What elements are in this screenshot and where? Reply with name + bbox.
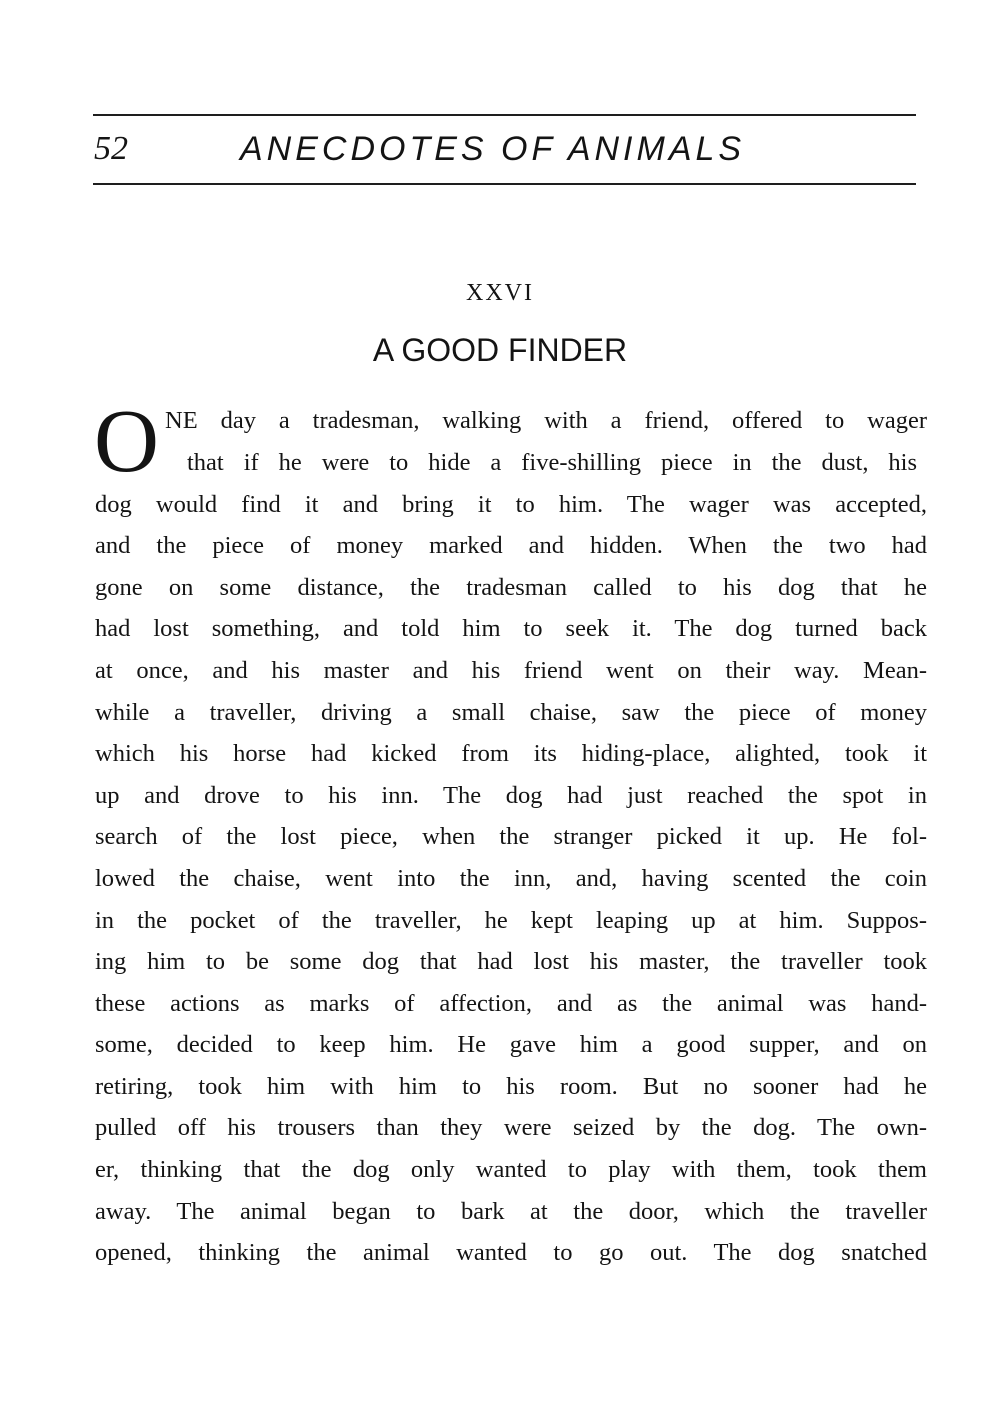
body-line: some, decided to keep him. He gave him a good supper, and on: [95, 1031, 927, 1058]
drop-cap: O: [94, 392, 159, 491]
body-line: in the pocket of the traveller, he kept leaping up at him. Suppos-: [95, 907, 927, 934]
body-line: search of the lost piece, when the stranger picked it up. He fol-: [95, 823, 927, 850]
body-line: that if he were to hide a five-shilling piece in the dust, his: [187, 449, 917, 476]
chapter-number: XXVI: [466, 280, 534, 306]
body-line: er, thinking that the dog only wanted to play with them, took them: [95, 1156, 927, 1183]
body-line: at once, and his master and his friend went on their way. Mean-: [95, 657, 927, 684]
body-line: NE day a tradesman, walking with a friend, offered to wager: [165, 407, 927, 434]
body-line: gone on some distance, the tradesman called to his dog that he: [95, 574, 927, 601]
body-line: up and drove to his inn. The dog had just reached the spot in: [95, 782, 927, 809]
body-line: ing him to be some dog that had lost his master, the traveller took: [95, 948, 927, 975]
body-line: retiring, took him with him to his room. But no sooner had he: [95, 1073, 927, 1100]
running-head: ANECDOTES OF ANIMALS: [240, 130, 746, 168]
body-line: dog would find it and bring it to him. The wager was accepted,: [95, 491, 927, 518]
body-line: opened, thinking the animal wanted to go out. The dog snatched: [95, 1239, 927, 1266]
body-line: and the piece of money marked and hidden. When the two had: [95, 532, 927, 559]
body-line: away. The animal began to bark at the door, which the traveller: [95, 1198, 927, 1225]
chapter-title: A GOOD FINDER: [372, 332, 628, 368]
header-top-rule: [93, 114, 916, 116]
body-line: which his horse had kicked from its hiding-place, alighted, took it: [95, 740, 927, 767]
header-bottom-rule: [93, 183, 916, 185]
body-line: lowed the chaise, went into the inn, and, having scented the coin: [95, 865, 927, 892]
body-line: these actions as marks of affection, and as the animal was hand-: [95, 990, 927, 1017]
body-line: pulled off his trousers than they were seized by the dog. The own-: [95, 1114, 927, 1141]
body-line: while a traveller, driving a small chaise, saw the piece of money: [95, 699, 927, 726]
body-line: had lost something, and told him to seek it. The dog turned back: [95, 615, 927, 642]
page-number: 52: [94, 130, 128, 167]
